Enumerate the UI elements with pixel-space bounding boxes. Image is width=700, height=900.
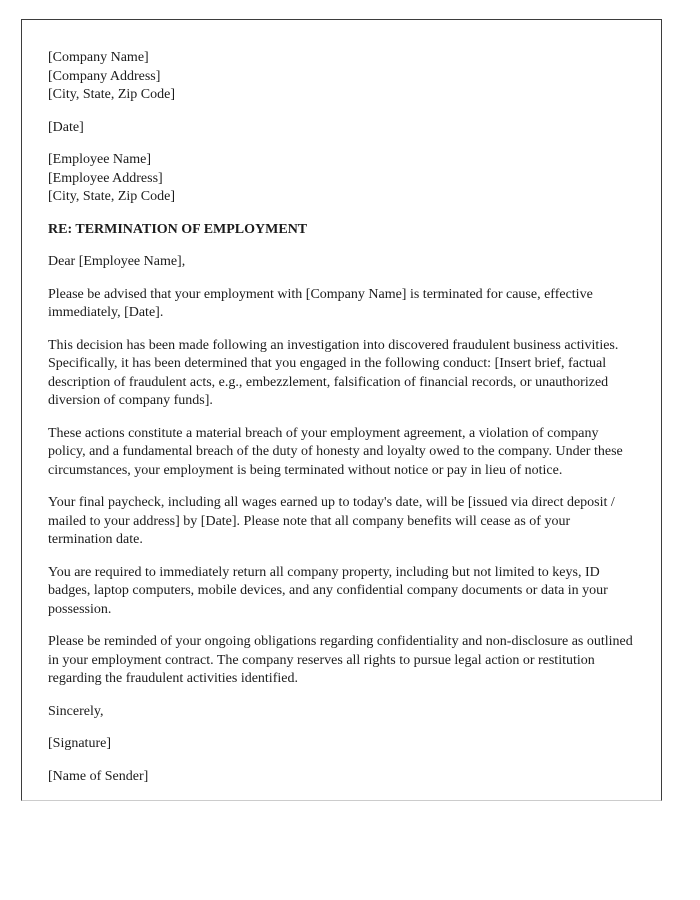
closing: Sincerely,: [48, 703, 104, 719]
subject-line: RE: TERMINATION OF EMPLOYMENT: [48, 221, 308, 237]
sender-city-state-zip: [City, State, Zip Code]: [48, 87, 176, 102]
sender-company-address: [Company Address]: [48, 68, 161, 84]
paragraph-investigation-findings: This decision has been made following an investigation into discovered fraudulent business activities. Specifically, it has been determined that you engaged in the following conduct: [Insert brief, factual description of fraudulent acts, e.g., embezzlement, falsification of financial records, or unauthorized diversion of company funds].: [48, 337, 619, 408]
paragraph-final-paycheck: Your final paycheck, including all wages earned up to today's date, will be [issued via direct deposit / mailed to your address] by [Date]. Please note that all company benefits will cease as of your termination date.: [48, 495, 615, 547]
sender-address-block: [48, 49, 633, 105]
recipient-address: [Employee Address]: [48, 170, 163, 186]
signature-placeholder: [Signature]: [48, 736, 111, 751]
salutation: Dear [Employee Name],: [48, 254, 186, 269]
recipient-name: [Employee Name]: [48, 152, 152, 167]
letter-content: [22, 20, 661, 786]
date-block: [48, 119, 633, 138]
paragraph-confidentiality-obligations: Please be reminded of your ongoing obligations regarding confidentiality and non-disclosure as outlined in your employment contract. The company reserves all rights to pursue legal action or restitution regarding the fraudulent activities identified.: [48, 634, 633, 686]
sender-company-name: [Company Name]: [48, 50, 149, 65]
recipient-city-state-zip: [City, State, Zip Code]: [48, 189, 176, 204]
letter-date: [Date]: [48, 119, 84, 135]
paragraph-termination-notice: Please be advised that your employment with [Company Name] is terminated for cause, effective immediately, [Date].: [48, 286, 593, 320]
sender-name-placeholder: [Name of Sender]: [48, 768, 149, 784]
letter-page: [21, 19, 662, 801]
paragraph-property-return: You are required to immediately return all company property, including but not limited to keys, ID badges, laptop computers, mobile devices, and any confidential company documents or data in your possession.: [48, 564, 608, 617]
recipient-address-block: [48, 151, 633, 207]
paragraph-breach-statement: These actions constitute a material breach of your employment agreement, a violation of company policy, and a fundamental breach of the duty of honesty and loyalty owed to the company. Under these circumstances, your employment is being terminated without notice or pay in lieu of notice.: [48, 425, 623, 478]
